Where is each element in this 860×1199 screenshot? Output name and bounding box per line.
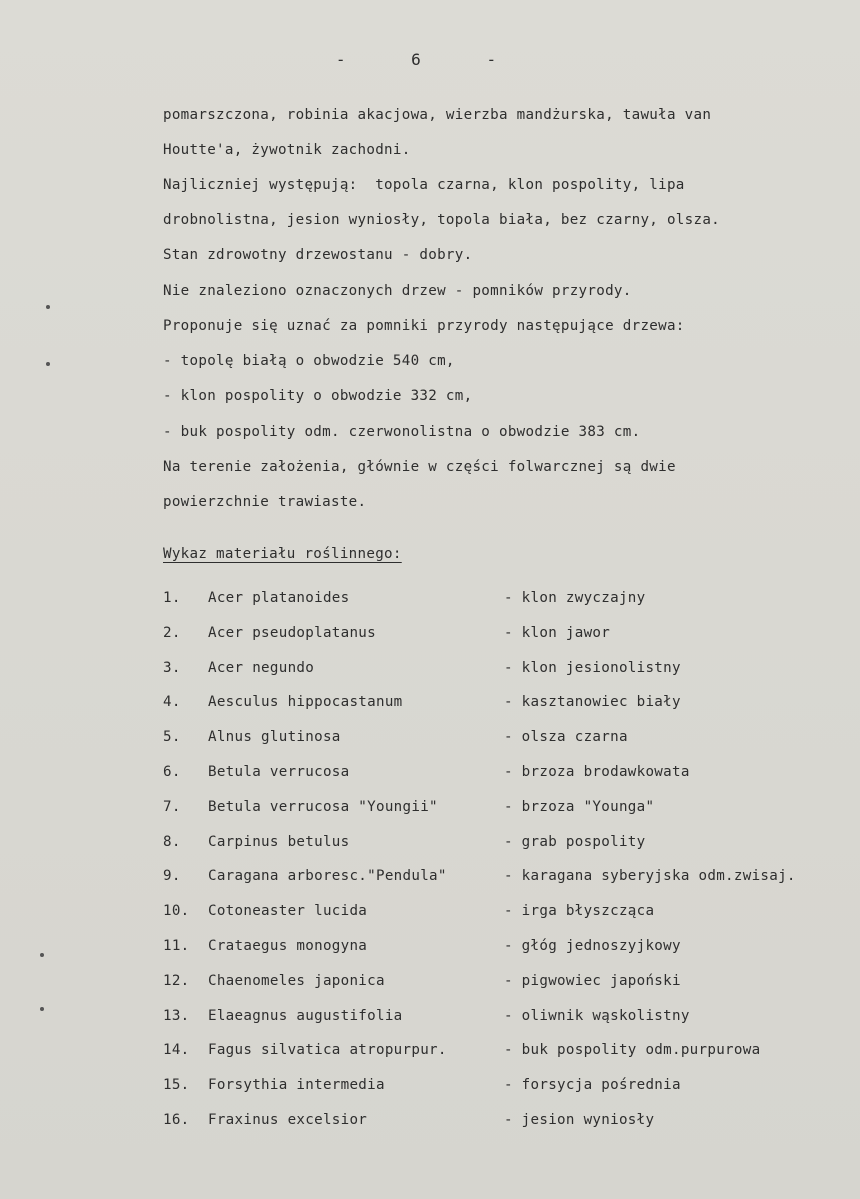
paragraph-line: pomarszczona, robinia akacjowa, wierzba mandżurska, tawuła van [163,107,712,123]
list-item [0,902,860,920]
list-item [0,589,860,607]
list-item-polish-name: - olsza czarna [504,729,628,745]
list-item [0,659,860,677]
list-item [0,763,860,781]
list-item-latin-name: Alnus glutinosa [208,729,341,745]
margin-dot [40,1007,44,1011]
list-item-polish-name: - klon jesionolistny [504,660,681,676]
paragraph-line: powierzchnie trawiaste. [163,494,367,510]
list-item-polish-name: - buk pospolity odm.purpurowa [504,1042,761,1058]
list-item-latin-name: Betula verrucosa "Youngii" [208,799,438,815]
paragraph-line: Houtte'a, żywotnik zachodni. [163,142,411,158]
list-item-latin-name: Chaenomeles japonica [208,973,385,989]
list-item-number: 4. [163,694,181,710]
list-item-latin-name: Acer negundo [208,660,315,676]
list-item [0,867,860,885]
page-number: - 6 - [335,50,525,69]
paragraph-line: drobnolistna, jesion wyniosły, topola biała, bez czarny, olsza. [163,212,721,228]
paragraph-line: - klon pospolity o obwodzie 332 cm, [163,388,473,404]
list-item-latin-name: Acer platanoides [208,590,350,606]
list-item-polish-name: - oliwnik wąskolistny [504,1008,690,1024]
list-item-polish-name: - brzoza "Younga" [504,799,655,815]
list-item-number: 1. [163,590,181,606]
paragraph-line: Nie znaleziono oznaczonych drzew - pomników przyrody. [163,283,632,299]
list-item [0,1111,860,1129]
list-item-number: 11. [163,938,190,954]
list-item-polish-name: - klon jawor [504,625,611,641]
list-item-number: 9. [163,868,181,884]
list-item-number: 7. [163,799,181,815]
list-item [0,693,860,711]
list-item-number: 8. [163,834,181,850]
paragraph-line: Najliczniej występują: topola czarna, klon pospolity, lipa [163,177,685,193]
list-item-number: 16. [163,1112,190,1128]
margin-dot [40,953,44,957]
list-item [0,798,860,816]
list-item-latin-name: Cotoneaster lucida [208,903,368,919]
list-item [0,1007,860,1025]
list-item-polish-name: - forsycja pośrednia [504,1077,681,1093]
list-item [0,833,860,851]
list-item-polish-name: - brzoza brodawkowata [504,764,690,780]
paragraph-line: Proponuje się uznać za pomniki przyrody następujące drzewa: [163,318,685,334]
list-item-latin-name: Acer pseudoplatanus [208,625,376,641]
list-item-number: 12. [163,973,190,989]
list-item-latin-name: Aesculus hippocastanum [208,694,403,710]
list-item [0,728,860,746]
list-item-number: 5. [163,729,181,745]
margin-dot [46,305,50,309]
list-item-latin-name: Forsythia intermedia [208,1077,385,1093]
list-item-number: 15. [163,1077,190,1093]
list-item-number: 10. [163,903,190,919]
list-item-number: 2. [163,625,181,641]
paragraph-line: - buk pospolity odm. czerwonolistna o obwodzie 383 cm. [163,424,641,440]
list-item-polish-name: - pigwowiec japoński [504,973,681,989]
list-item-latin-name: Crataegus monogyna [208,938,368,954]
list-item [0,1041,860,1059]
list-item-latin-name: Betula verrucosa [208,764,350,780]
list-item-polish-name: - jesion wyniosły [504,1112,655,1128]
list-item [0,624,860,642]
list-item [0,937,860,955]
paragraph-line: Na terenie założenia, głównie w części folwarcznej są dwie [163,459,676,475]
paragraph-line: Stan zdrowotny drzewostanu - dobry. [163,247,473,263]
list-item-polish-name: - kasztanowiec biały [504,694,681,710]
list-item-polish-name: - irga błyszcząca [504,903,655,919]
list-item [0,972,860,990]
list-item-latin-name: Elaeagnus augustifolia [208,1008,403,1024]
margin-dot [46,362,50,366]
list-item-polish-name: - głóg jednoszyjkowy [504,938,681,954]
list-item-latin-name: Carpinus betulus [208,834,350,850]
list-item-polish-name: - klon zwyczajny [504,590,646,606]
plant-list-heading: Wykaz materiału roślinnego: [163,546,402,562]
paragraph-line: - topolę białą o obwodzie 540 cm, [163,353,455,369]
list-item-number: 3. [163,660,181,676]
list-item-latin-name: Fagus silvatica atropurpur. [208,1042,447,1058]
list-item-number: 6. [163,764,181,780]
list-item-number: 14. [163,1042,190,1058]
list-item-polish-name: - grab pospolity [504,834,646,850]
list-item [0,1076,860,1094]
list-item-latin-name: Fraxinus excelsior [208,1112,368,1128]
list-item-latin-name: Caragana arboresc."Pendula" [208,868,447,884]
list-item-polish-name: - karagana syberyjska odm.zwisaj. [504,868,796,884]
list-item-number: 13. [163,1008,190,1024]
